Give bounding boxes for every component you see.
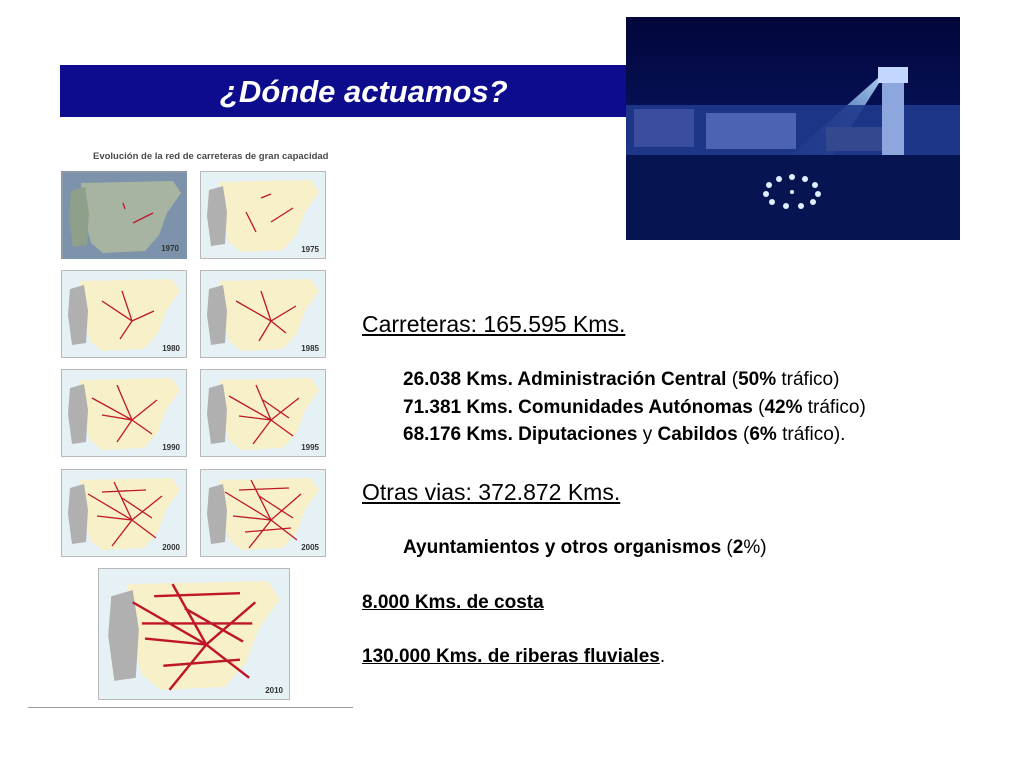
map-year-label: 2005 — [301, 543, 319, 552]
maps-title: Evolución de la red de carreteras de gran capacidad — [93, 151, 329, 162]
map-year-label: 1990 — [162, 443, 180, 452]
roads-line-2: 71.381 Kms. Comunidades Autónomas (42% tráfico) — [403, 397, 866, 418]
road-map-1975 — [200, 171, 326, 259]
lighthouse-photo — [626, 17, 960, 240]
slide-title: ¿Dónde actuamos? — [220, 74, 508, 109]
map-year-label: 1980 — [162, 344, 180, 353]
road-map-2000 — [61, 469, 187, 557]
map-year-label: 2000 — [162, 543, 180, 552]
map-year-label: 1985 — [301, 344, 319, 353]
divider-line — [28, 707, 353, 708]
map-year-label: 1970 — [161, 244, 179, 253]
road-map-1980 — [61, 270, 187, 358]
roads-line-1: 26.038 Kms. Administración Central (50% tráfico) — [403, 369, 840, 390]
roads-heading: Carreteras: 165.595 Kms. — [362, 311, 626, 337]
road-map-2010 — [98, 568, 290, 700]
road-map-1990 — [61, 369, 187, 457]
river-banks-length: 130.000 Kms. de riberas fluviales. — [362, 646, 666, 667]
road-map-1970 — [61, 171, 187, 259]
other-roads-line: Ayuntamientos y otros organismos (2%) — [403, 537, 767, 558]
map-year-label: 2010 — [265, 686, 283, 695]
other-roads-heading: Otras vias: 372.872 Kms. — [362, 479, 621, 505]
roads-line-3: 68.176 Kms. Diputaciones y Cabildos (6% tráfico). — [403, 424, 846, 445]
title-bar — [60, 65, 640, 117]
map-year-label: 1975 — [301, 245, 319, 254]
map-year-label: 1995 — [301, 443, 319, 452]
road-map-2005 — [200, 469, 326, 557]
road-map-1985 — [200, 270, 326, 358]
coast-length: 8.000 Kms. de costa — [362, 592, 544, 613]
road-map-1995 — [200, 369, 326, 457]
